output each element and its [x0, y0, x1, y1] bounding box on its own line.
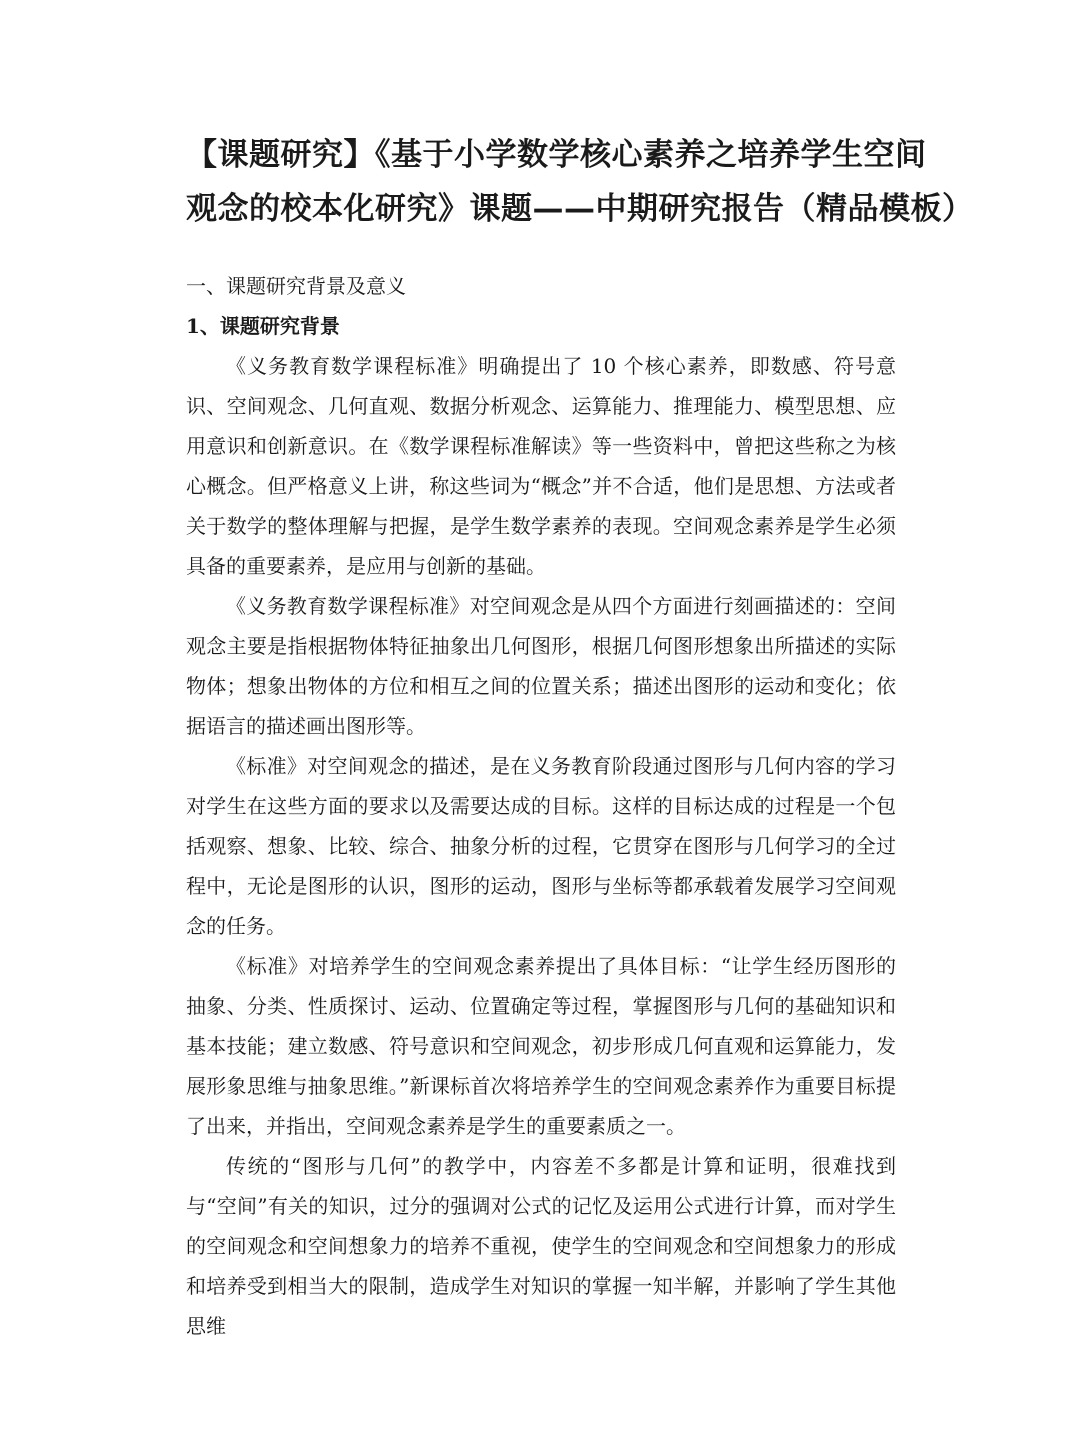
document-title: [186, 128, 974, 236]
paragraph-specific-goals: 《标准》对培养学生的空间观念素养提出了具体目标：“让学生经历图形的抽象、分类、性质探讨、运动、位置确定等过程，掌握图形与几何的基础知识和基本技能；建立数感、符号意识和空间观念，初步形成几何直观和运算能力，发展形象思维与抽象思维。”新课标首次将培养学生的空间观念素养作为重要目标提了出来，并指出，空间观念素养是学生的重要素质之一。: [186, 954, 896, 1138]
document-title-line-1: 【课题研究】《基于小学数学核心素养之培养学生空间: [186, 137, 927, 173]
paragraph-standard-description: 《标准》对空间观念的描述，是在义务教育阶段通过图形与几何内容的学习对学生在这些方面的要求以及需要达成的目标。这样的目标达成的过程是一个包括观察、想象、比较、综合、抽象分析的过程，它贯穿在图形与几何学习的全过程中，无论是图形的认识，图形的运动，图形与坐标等都承载着发展学习空间观念的任务。: [186, 754, 896, 938]
paragraph-four-aspects: 《义务教育数学课程标准》对空间观念是从四个方面进行刻画描述的：空间观念主要是指根据物体特征抽象出几何图形，根据几何图形想象出所描述的实际物体；想象出物体的方位和相互之间的位置关系；描述出图形的运动和变化；依据语言的描述画出图形等。: [186, 594, 896, 738]
document-title-line-2: 观念的校本化研究》课题——中期研究报告（精品模板）: [186, 191, 974, 227]
document-page: [186, 128, 974, 1346]
subsection-heading-research-background: 1、课题研究背景: [186, 314, 340, 338]
section-heading-background-significance: 一、课题研究背景及意义: [186, 274, 406, 298]
paragraph-traditional-teaching: 传统的“图形与几何”的教学中，内容差不多都是计算和证明，很难找到与“空间”有关的知识，过分的强调对公式的记忆及运用公式进行计算，而对学生的空间观念和空间想象力的培养不重视，使学生的空间观念和空间想象力的形成和培养受到相当大的限制，造成学生对知识的掌握一知半解，并影响了学生其他思维: [186, 1154, 896, 1338]
paragraph-core-competencies: 《义务教育数学课程标准》明确提出了 10 个核心素养，即数感、符号意识、空间观念、几何直观、数据分析观念、运算能力、推理能力、模型思想、应用意识和创新意识。在《数学课程标准解读》等一些资料中，曾把这些称之为核心概念。但严格意义上讲，称这些词为“概念”并不合适，他们是思想、方法或者关于数学的整体理解与把握，是学生数学素养的表现。空间观念素养是学生必须具备的重要素养，是应用与创新的基础。: [186, 354, 896, 578]
